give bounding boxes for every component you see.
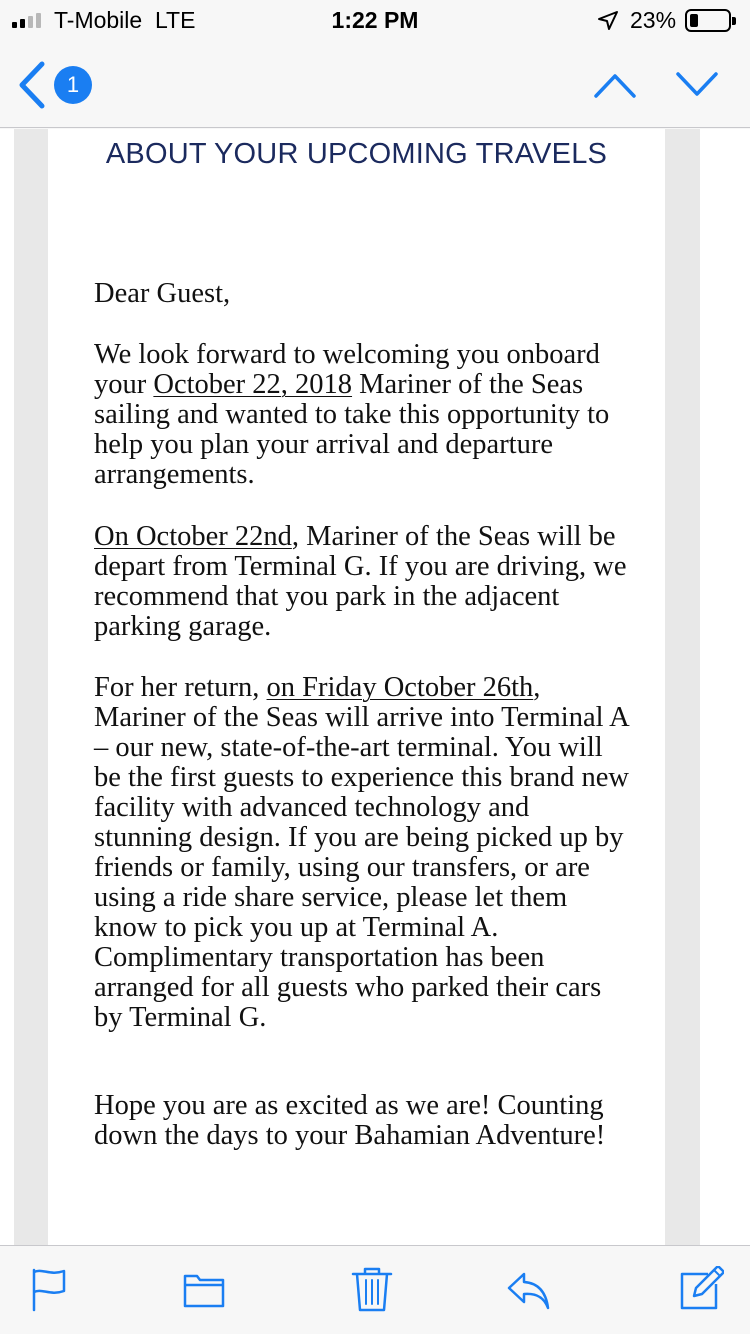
unread-count-badge[interactable]: 1: [54, 66, 92, 104]
folder-icon[interactable]: [182, 1266, 226, 1312]
battery-percent: 23%: [630, 7, 677, 33]
status-bar: [0, 0, 750, 40]
paragraph-welcome: [94, 340, 634, 490]
paragraph-text: We look forward to welcoming you onboard your: [94, 339, 600, 400]
paragraph-text: , Mariner of the Seas will be depart from Terminal G. If you are driving, we recommend that you park in the adjacent parking garage.: [94, 521, 627, 642]
email-heading: ABOUT YOUR UPCOMING TRAVELS: [105, 138, 608, 170]
mail-nav-bar: [0, 40, 750, 128]
mail-toolbar: [0, 1245, 750, 1334]
email-margin-left: [14, 129, 48, 1245]
clock: 1:22 PM: [331, 7, 419, 33]
email-margin-right: [665, 129, 700, 1245]
email-body[interactable]: [0, 129, 750, 1245]
paragraph-text: Mariner of the Seas sailing and wanted to take this opportunity to help you plan your arrival and departure arrangements.: [94, 369, 610, 490]
battery-icon: [685, 9, 731, 32]
chevron-down-icon[interactable]: [674, 62, 720, 108]
flag-icon[interactable]: [28, 1266, 72, 1312]
paragraph-text: For her return,: [94, 672, 267, 703]
reply-icon[interactable]: [506, 1266, 550, 1312]
carrier-label: T-Mobile LTE: [54, 7, 196, 33]
paragraph-return: [94, 673, 634, 1033]
chevron-left-icon[interactable]: [14, 60, 48, 110]
paragraph-departure: [94, 522, 634, 642]
compose-icon[interactable]: [680, 1266, 724, 1312]
date-link[interactable]: on Friday October 26th: [266, 672, 534, 703]
trash-icon[interactable]: [350, 1266, 394, 1312]
location-arrow-icon: [597, 10, 619, 32]
paragraph-closing: Hope you are as excited as we are! Counting down the days to your Bahamian Adventure!: [94, 1090, 606, 1151]
date-link[interactable]: On October 22nd: [94, 521, 292, 552]
chevron-up-icon[interactable]: [592, 62, 638, 108]
paragraph-text: , Mariner of the Seas will arrive into Terminal A – our new, state-of-the-art terminal. You will be the first guests to experience this brand new facility with advanced technology and stunning design. If you are being picked up by friends or family, using our transfers, or are using a ride share service, please let them know to pick you up at Terminal A. Complimentary transportation has been arranged for all guests who parked their cars by Terminal G.: [94, 672, 630, 1033]
greeting: Dear Guest,: [94, 278, 231, 309]
date-link[interactable]: October 22, 2018: [153, 369, 353, 400]
